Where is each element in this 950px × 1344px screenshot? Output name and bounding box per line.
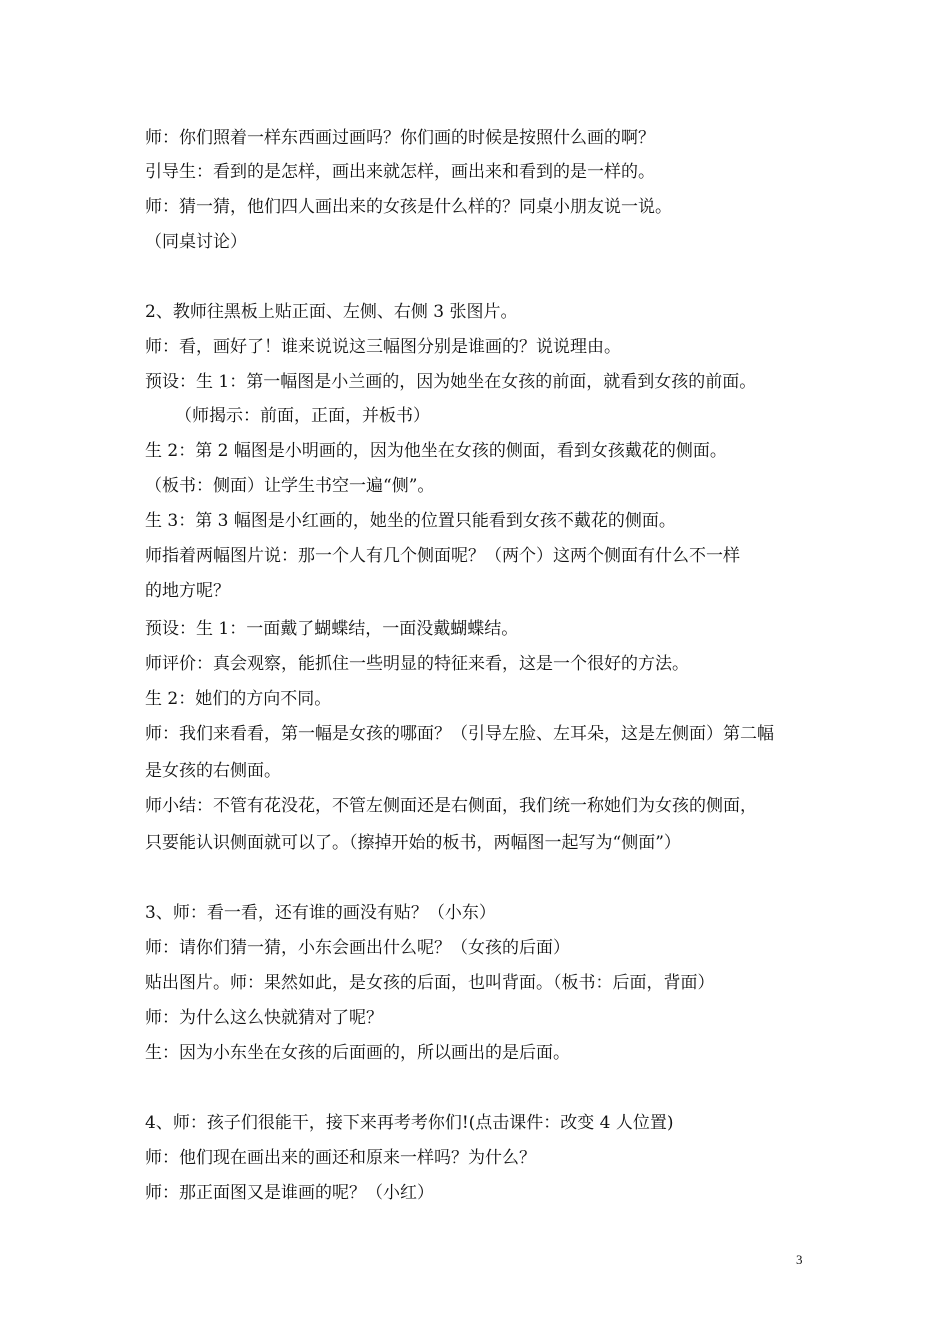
text-line: 师：他们现在画出来的画还和原来一样吗？为什么？ xyxy=(145,1148,536,1168)
text-line: 生 3：第 3 幅图是小红画的，她坐的位置只能看到女孩不戴花的侧面。 xyxy=(145,511,676,531)
text-line: 师：那正面图又是谁画的呢？（小红） xyxy=(145,1183,434,1203)
text-line: 师：你们照着一样东西画过画吗？你们画的时候是按照什么画的啊？ xyxy=(145,128,655,148)
text-line: 是女孩的右侧面。 xyxy=(145,761,281,781)
text-line: 师：请你们猜一猜，小东会画出什么呢？（女孩的后面） xyxy=(145,938,570,958)
text-line: 生：因为小东坐在女孩的后面画的，所以画出的是后面。 xyxy=(145,1043,570,1063)
section-heading: 4、师：孩子们很能干，接下来再考考你们!(点击课件：改变 4 人位置) xyxy=(145,1113,674,1133)
text-line: 师：我们来看看，第一幅是女孩的哪面？（引导左脸、左耳朵，这是左侧面）第二幅 xyxy=(145,724,774,744)
text-line: 师小结：不管有花没花，不管左侧面还是右侧面，我们统一称她们为女孩的侧面， xyxy=(145,796,757,816)
text-line: 师：猜一猜，他们四人画出来的女孩是什么样的？同桌小朋友说一说。 xyxy=(145,197,672,217)
text-line: 预设：生 1：第一幅图是小兰画的，因为她坐在女孩的前面，就看到女孩的前面。 xyxy=(145,372,757,392)
text-line: 师指着两幅图片说：那一个人有几个侧面呢？（两个）这两个侧面有什么不一样 xyxy=(145,546,740,566)
section-heading: 2、教师往黑板上贴正面、左侧、右侧 3 张图片。 xyxy=(145,302,518,322)
text-line: 引导生：看到的是怎样，画出来就怎样，画出来和看到的是一样的。 xyxy=(145,162,655,182)
text-line: 师：为什么这么快就猜对了呢？ xyxy=(145,1008,383,1028)
page-number: 3 xyxy=(796,1252,803,1267)
text-line: 预设：生 1：一面戴了蝴蝶结，一面没戴蝴蝶结。 xyxy=(145,619,519,639)
text-line: 生 2：第 2 幅图是小明画的，因为他坐在女孩的侧面，看到女孩戴花的侧面。 xyxy=(145,441,727,461)
text-line: 生 2：她们的方向不同。 xyxy=(145,689,332,709)
text-line: 师：看，画好了！谁来说说这三幅图分别是谁画的？说说理由。 xyxy=(145,337,621,357)
text-line: 师评价：真会观察，能抓住一些明显的特征来看，这是一个很好的方法。 xyxy=(145,654,689,674)
section-heading: 3、师：看一看，还有谁的画没有贴？（小东） xyxy=(145,903,496,923)
text-line: 贴出图片。师：果然如此，是女孩的后面，也叫背面。（板书：后面，背面） xyxy=(145,973,715,993)
text-line: 的地方呢？ xyxy=(145,581,230,601)
text-line: （同桌讨论） xyxy=(145,232,247,252)
text-line: （板书：侧面）让学生书空一遍“侧”。 xyxy=(145,476,435,496)
text-line: （师揭示：前面，正面，并板书） xyxy=(175,406,430,426)
text-line: 只要能认识侧面就可以了。（擦掉开始的板书，两幅图一起写为“侧面”） xyxy=(145,833,681,853)
